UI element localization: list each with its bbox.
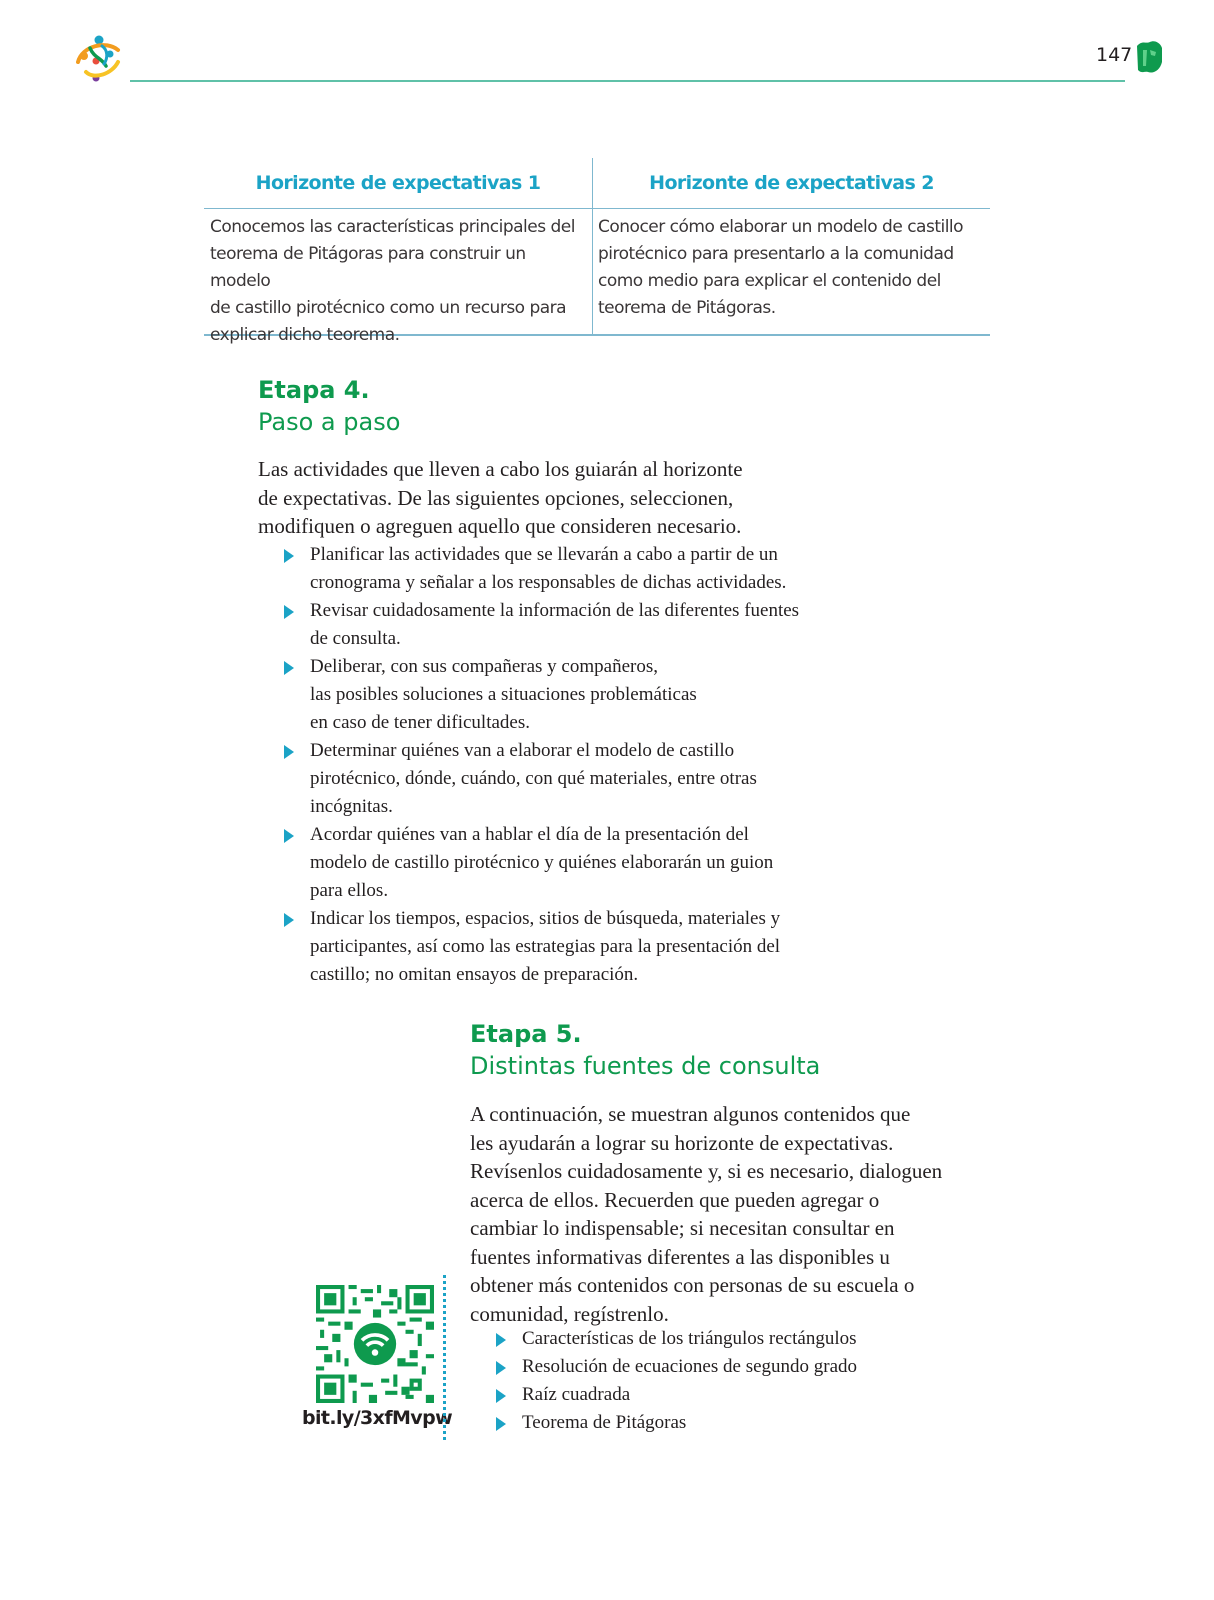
paragraph-line: Revísenlos cuidadosamente y, si es necesario, dialoguen <box>470 1159 943 1183</box>
paragraph-line: comunidad, regístrenlo. <box>470 1301 669 1326</box>
bullet-triangle-icon <box>284 829 294 843</box>
green-book-tab-icon <box>1134 40 1164 74</box>
table-header-rule <box>204 208 990 209</box>
paragraph-line: obtener más contenidos con personas de su escuela o <box>470 1273 915 1297</box>
table-cell-line: teorema de Pitágoras. <box>598 298 776 318</box>
table-header-1: Horizonte de expectativas 1 <box>255 172 541 194</box>
list-item-line: Acordar quiénes van a hablar el día de la presentación del <box>310 824 749 845</box>
expectations-table <box>204 158 990 345</box>
paragraph-line: de expectativas. De las siguientes opciones, seleccionen, <box>258 485 734 510</box>
list-item <box>284 541 884 597</box>
list-item-line: Deliberar, con sus compañeras y compañeros, <box>310 656 658 677</box>
list-item-line: modelo de castillo pirotécnico y quiénes elaborarán un guion <box>310 852 774 873</box>
bullet-triangle-icon <box>284 913 294 927</box>
bullet-triangle-icon <box>496 1361 506 1375</box>
list-item <box>284 597 884 653</box>
table-cell-line: Conocer cómo elaborar un modelo de castillo <box>598 217 964 237</box>
bullet-triangle-icon <box>496 1417 506 1431</box>
stage-5-name: Distintas fuentes de consulta <box>470 1052 821 1080</box>
list-item-line: Determinar quiénes van a elaborar el modelo de castillo <box>310 740 735 761</box>
people-circle-logo-icon <box>72 34 124 84</box>
stage-4-number: Etapa 4. <box>258 376 370 404</box>
paragraph-line: cambiar lo indispensable; si necesitan consultar en <box>470 1216 895 1240</box>
list-item-line: Revisar cuidadosamente la información de las diferentes fuentes <box>310 600 800 621</box>
list-item-line: Indicar los tiempos, espacios, sitios de búsqueda, materiales y <box>310 908 781 929</box>
list-item-line: de consulta. <box>310 628 401 649</box>
page-number: 147 <box>1096 44 1133 66</box>
stage-4-name: Paso a paso <box>258 408 401 436</box>
list-item <box>284 737 884 821</box>
stage-4-bullet-list <box>284 541 884 989</box>
list-item <box>496 1381 996 1409</box>
header-rule <box>130 80 1125 82</box>
stage-5-heading <box>470 1018 820 1082</box>
paragraph-line: fuentes informativas diferentes a las disponibles u <box>470 1244 890 1269</box>
bullet-triangle-icon <box>284 605 294 619</box>
paragraph-line: modifiquen o agreguen aquello que consideren necesario. <box>258 514 742 538</box>
bullet-triangle-icon <box>284 745 294 759</box>
list-item <box>284 821 884 905</box>
list-item <box>284 653 884 737</box>
table-cell-line: como medio para explicar el contenido del <box>598 271 941 291</box>
list-item-line: participantes, así como las estrategias para la presentación del <box>310 936 781 957</box>
list-item-line: cronograma y señalar a los responsables de dichas actividades. <box>310 572 787 593</box>
list-item-line: pirotécnico, dónde, cuándo, con qué materiales, entre otras <box>310 768 757 789</box>
table-cell-line: teorema de Pitágoras para construir un modelo <box>210 244 526 291</box>
stage-5-intro <box>470 1100 942 1328</box>
list-item <box>496 1353 996 1381</box>
paragraph-line: Las actividades que lleven a cabo los guiarán al horizonte <box>258 457 743 481</box>
stage-4-heading <box>258 374 400 438</box>
qr-short-link[interactable]: bit.ly/3xfMvpw <box>302 1407 453 1429</box>
list-item-text: Teorema de Pitágoras <box>522 1412 687 1433</box>
list-item <box>284 905 884 989</box>
list-item-line: las posibles soluciones a situaciones problemáticas <box>310 684 697 705</box>
list-item <box>496 1409 996 1437</box>
table-cell-line: de castillo pirotécnico como un recurso para <box>210 298 567 318</box>
list-item-text: Resolución de ecuaciones de segundo grado <box>522 1356 858 1377</box>
list-item-line: en caso de tener dificultades. <box>310 712 530 733</box>
stage-5-bullet-list <box>496 1325 996 1437</box>
list-item <box>496 1325 996 1353</box>
bullet-triangle-icon <box>284 549 294 563</box>
list-item-line: castillo; no omitan ensayos de preparación. <box>310 964 639 985</box>
qr-code-icon[interactable] <box>316 1285 434 1403</box>
table-cell-1 <box>210 214 590 349</box>
stage-4-intro <box>258 455 743 541</box>
list-item-line: para ellos. <box>310 880 389 901</box>
bullet-triangle-icon <box>284 661 294 675</box>
table-cell-line: Conocemos las características principales del <box>210 217 575 237</box>
table-cell-line: explicar dicho teorema. <box>210 325 400 345</box>
qr-dotted-divider <box>443 1275 446 1440</box>
list-item-line: incógnitas. <box>310 796 393 817</box>
table-cell-2 <box>598 214 988 322</box>
bullet-triangle-icon <box>496 1333 506 1347</box>
bullet-triangle-icon <box>496 1389 506 1403</box>
table-cell-line: pirotécnico para presentarlo a la comunidad <box>598 244 954 264</box>
list-item-text: Raíz cuadrada <box>522 1384 631 1405</box>
paragraph-line: A continuación, se muestran algunos contenidos que <box>470 1102 911 1126</box>
stage-5-number: Etapa 5. <box>470 1020 582 1048</box>
table-header-2: Horizonte de expectativas 2 <box>649 172 934 194</box>
list-item-text: Características de los triángulos rectángulos <box>522 1328 857 1349</box>
list-item-line: Planificar las actividades que se llevarán a cabo a partir de un <box>310 544 778 565</box>
paragraph-line: les ayudarán a lograr su horizonte de expectativas. <box>470 1130 894 1155</box>
paragraph-line: acerca de ellos. Recuerden que pueden agregar o <box>470 1187 880 1212</box>
